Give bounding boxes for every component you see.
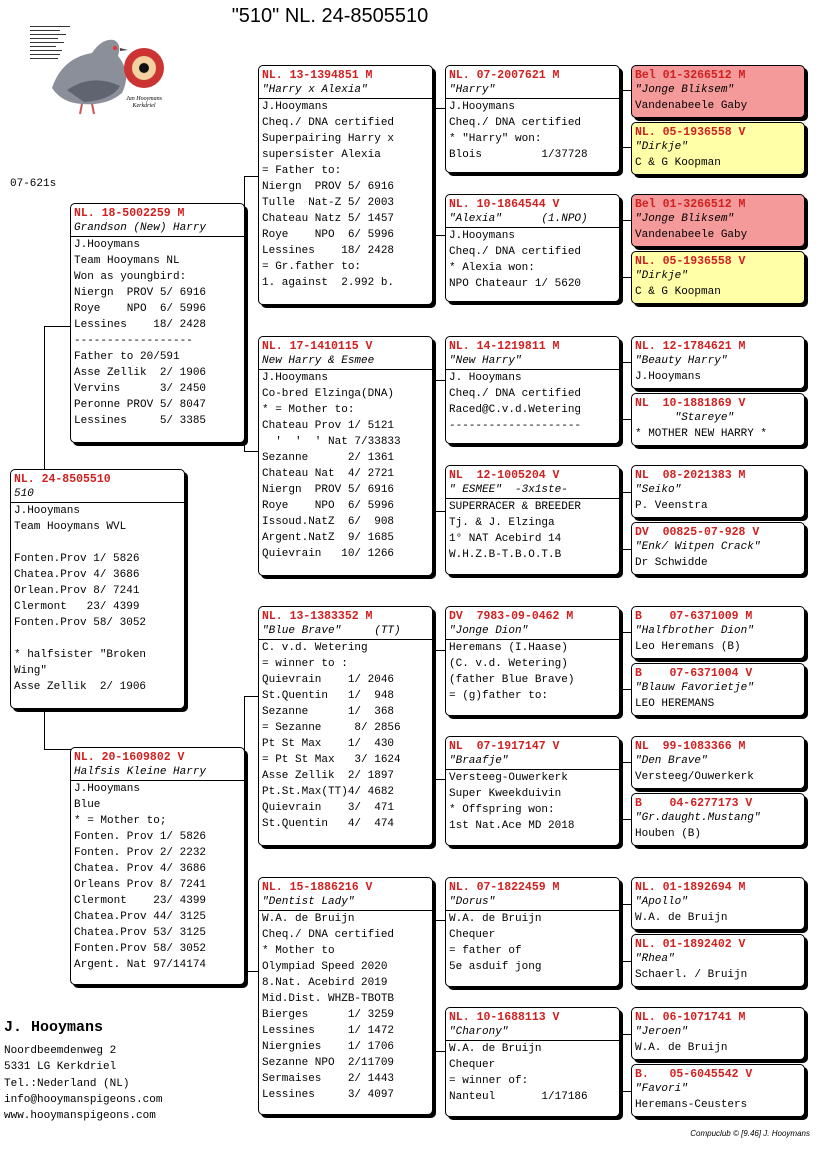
pigeon-info — [635, 284, 801, 300]
info-line: Roye NPO 6/ 5996 — [262, 229, 395, 241]
connector-sire — [244, 176, 259, 452]
owner-line: Tel.:Nederland (NL) — [4, 1077, 130, 1090]
connector-sd — [432, 380, 445, 512]
info-line: ------------------ — [74, 335, 193, 347]
info-line: Versteeg-Ouwerkerk — [449, 772, 568, 784]
ring-number: NL. 05-1936558 V — [635, 126, 746, 139]
info-line: Chateau Nat 4/ 2721 — [262, 468, 395, 480]
info-line: Orlean.Prov 8/ 7241 — [14, 585, 140, 597]
pigeon-g10[interactable] — [631, 663, 805, 716]
info-line: Sermaises 2/ 1443 — [262, 1073, 395, 1085]
info-line: J.Hooymans — [74, 783, 141, 795]
ring-number: NL. 01-1892694 M — [635, 881, 746, 894]
pigeon-sd[interactable] — [258, 336, 433, 576]
pigeon-name: "Dirkje" — [635, 141, 688, 153]
pigeon-name: "Dirkje" — [635, 270, 688, 282]
info-line: Versteeg/Ouwerkerk — [635, 771, 754, 783]
pigeon-info — [635, 1097, 801, 1113]
ring-number: NL. 06-1071741 M — [635, 1011, 746, 1024]
pigeon-info — [635, 769, 801, 785]
pigeon-info — [635, 967, 801, 983]
pigeon-name: "Alexia" (1.NPO) — [446, 212, 619, 228]
info-line: Fonten.Prov 1/ 5826 — [14, 553, 140, 565]
info-line: Peronne PROV 5/ 8047 — [74, 399, 207, 411]
pigeon-name: "Halfbrother Dion" — [635, 625, 754, 637]
pigeon-info — [635, 696, 801, 712]
info-line: Houben (B) — [635, 828, 702, 840]
info-line: Co-bred Elzinga(DNA) — [262, 388, 395, 400]
info-line: Lessines 5/ 3385 — [74, 415, 207, 427]
info-line: P. Veenstra — [635, 500, 708, 512]
ring-number: NL. 13-1394851 M — [262, 69, 373, 82]
ring-number: NL. 07-2007621 M — [449, 69, 560, 82]
info-line: Team Hooymans NL — [74, 255, 180, 267]
info-line: * halfsister "Broken — [14, 649, 147, 661]
info-line: = father of — [449, 945, 522, 957]
info-line: W.A. de Bruijn — [449, 913, 542, 925]
info-line: Dr Schwidde — [635, 557, 708, 569]
info-line: Heremans-Ceusters — [635, 1099, 748, 1111]
ring-number: NL. 01-1892402 V — [635, 938, 746, 951]
ring-number: DV 7983-09-0462 M — [449, 610, 574, 623]
info-line: W.A. de Bruijn — [635, 912, 728, 924]
info-line: Chequer — [449, 1059, 496, 1071]
info-line: J.Hooymans — [635, 371, 702, 383]
info-line: Cheq./ DNA certified — [449, 388, 582, 400]
ring-number: DV 00825-07-928 V — [635, 526, 760, 539]
info-line: Chateau Natz 5/ 1457 — [262, 213, 395, 225]
page-title: "510" NL. 24-8505510 — [231, 5, 429, 27]
ring-number: NL 12-1005204 V — [449, 469, 560, 482]
pigeon-dds[interactable] — [445, 877, 620, 987]
pigeon-g6[interactable] — [631, 393, 805, 446]
info-line: J.Hooymans — [262, 372, 329, 384]
pigeon-info — [635, 826, 801, 842]
owner-website[interactable]: www.hooymanspigeons.com — [4, 1110, 156, 1123]
info-line: Vandenabeele Gaby — [635, 100, 748, 112]
pigeon-info — [635, 426, 801, 442]
pigeon-g14[interactable] — [631, 934, 805, 987]
info-line: Argent. Nat 97/14174 — [74, 959, 207, 971]
pigeon-name: "Stareye" — [635, 412, 735, 424]
info-line: C & G Koopman — [635, 286, 721, 298]
pigeon-info — [635, 555, 801, 571]
pigeon-info — [635, 1040, 801, 1056]
info-line: J.Hooymans — [449, 230, 516, 242]
ring-number: NL 07-1917147 V — [449, 740, 560, 753]
pigeon-info — [635, 155, 801, 171]
pigeon-info — [74, 781, 241, 973]
info-line: Clermont 23/ 4399 — [14, 601, 140, 613]
ring-number: NL. 14-1219811 M — [449, 340, 560, 353]
pigeon-ss[interactable] — [258, 65, 433, 305]
info-line: = Father to: — [262, 165, 342, 177]
pigeon-info — [449, 370, 616, 434]
info-line: = Pt St Max 3/ 1624 — [262, 754, 401, 766]
info-line: 1st Nat.Ace MD 2018 — [449, 820, 575, 832]
pigeon-info — [449, 228, 616, 292]
pigeon-info — [449, 499, 616, 563]
pigeon-info — [449, 99, 616, 163]
info-line: Cheq./ DNA certified — [449, 117, 582, 129]
ring-number: NL. 24-8505510 — [14, 473, 111, 486]
info-line: J.Hooymans — [74, 239, 141, 251]
pigeon-g2[interactable] — [631, 122, 805, 175]
info-line: = (g)father to: — [449, 690, 549, 702]
info-line: supersister Alexia — [262, 149, 381, 161]
info-line: Sezanne 2/ 1361 — [262, 452, 395, 464]
pigeon-sss[interactable] — [445, 65, 620, 173]
info-line: C & G Koopman — [635, 157, 721, 169]
pigeon-name: Halfsis Kleine Harry — [71, 765, 244, 781]
info-line: Mid.Dist. WHZB-TBOTB — [262, 993, 395, 1005]
pigeon-name: "Favori" — [635, 1083, 688, 1095]
info-line: Niergn PROV 5/ 6916 — [74, 287, 207, 299]
pigeon-logo — [22, 18, 172, 118]
pigeon-info — [449, 911, 616, 975]
info-line: Tj. & J. Elzinga — [449, 517, 555, 529]
info-line: Fonten. Prov 2/ 2232 — [74, 847, 207, 859]
info-line: 8.Nat. Acebird 2019 — [262, 977, 388, 989]
pigeon-name: " ESMEE" -3x1ste- — [446, 483, 619, 499]
pigeon-info — [262, 640, 429, 832]
pigeon-info — [262, 99, 429, 291]
info-line: Bierges 1/ 3259 — [262, 1009, 395, 1021]
pigeon-info — [262, 911, 429, 1103]
info-line: Wing" — [14, 665, 48, 677]
pigeon-name: "Dentist Lady" — [259, 895, 432, 911]
info-line: J.Hooymans — [449, 101, 516, 113]
connector-ss — [432, 108, 445, 236]
info-line: * Alexia won: — [449, 262, 535, 274]
pigeon-g5[interactable] — [631, 336, 805, 389]
pigeon-name: "Rhea" — [635, 953, 675, 965]
pigeon-name: "Apollo" — [635, 896, 688, 908]
pigeon-name: New Harry & Esmee — [259, 354, 432, 370]
pigeon-dss[interactable] — [445, 606, 620, 716]
info-line: Niergnies 1/ 1706 — [262, 1041, 395, 1053]
info-line: Schaerl. / Bruijn — [635, 969, 748, 981]
info-line: Raced@C.v.d.Wetering — [449, 404, 582, 416]
info-line: Sezanne 1/ 368 — [262, 706, 395, 718]
pigeon-dam[interactable] — [70, 747, 245, 985]
ring-number: NL. 17-1410115 V — [262, 340, 373, 353]
ring-number: NL. 13-1383352 M — [262, 610, 373, 623]
pigeon-ssd[interactable] — [445, 194, 620, 302]
info-line: Pt.St.Max(TT)4/ 4682 — [262, 786, 395, 798]
info-line: C. v.d. Wetering — [262, 642, 368, 654]
info-line: W.A. de Bruijn — [262, 913, 355, 925]
info-line: St.Quentin 1/ 948 — [262, 690, 395, 702]
connector-dd — [432, 920, 445, 1052]
info-line: W.A. de Bruijn — [449, 1043, 542, 1055]
owner-email[interactable]: info@hooymanspigeons.com — [4, 1093, 163, 1106]
info-line: * "Harry" won: — [449, 133, 542, 145]
pigeon-name: "Braafje" — [446, 754, 619, 770]
ring-number: B 07-6371009 M — [635, 610, 753, 623]
info-line: NPO Chateaur 1/ 5620 — [449, 278, 582, 290]
pigeon-name: "Seiko" — [635, 484, 682, 496]
pigeon-name: "Dorus" — [446, 895, 619, 911]
pigeon-g11[interactable] — [631, 736, 805, 789]
pigeon-info — [635, 910, 801, 926]
info-line: Niergn PROV 5/ 6916 — [262, 181, 395, 193]
pigeon-g15[interactable] — [631, 1007, 805, 1060]
info-line: Cheq./ DNA certified — [449, 246, 582, 258]
ring-number: NL. 15-1886216 V — [262, 881, 373, 894]
pigeon-info — [449, 640, 616, 704]
info-line: Fonten.Prov 58/ 3052 — [14, 617, 147, 629]
info-line: * Mother to — [262, 945, 335, 957]
pigeon-g8[interactable] — [631, 522, 805, 575]
info-line: Chateau Prov 1/ 5121 — [262, 420, 395, 432]
owner-line: Noordbeemdenweg 2 — [4, 1045, 117, 1057]
pigeon-info — [635, 639, 801, 655]
info-line: Issoud.NatZ 6/ 908 — [262, 516, 395, 528]
info-line: * MOTHER NEW HARRY * — [635, 428, 768, 440]
info-line: Vervins 3/ 2450 — [74, 383, 207, 395]
info-line: Quievrain 1/ 2046 — [262, 674, 395, 686]
pigeon-name: "Blauw Favorietje" — [635, 682, 754, 694]
pigeon-name: Grandson (New) Harry — [71, 221, 244, 237]
pigeon-info — [635, 98, 801, 114]
pigeon-g3[interactable] — [631, 194, 805, 247]
info-line: * = Mother to: — [262, 404, 355, 416]
info-line: ' ' ' Nat 7/33833 — [262, 436, 401, 448]
pigeon-g4[interactable] — [631, 251, 805, 304]
info-line: J.Hooymans — [262, 101, 329, 113]
pigeon-info — [635, 498, 801, 514]
pigeon-name: "Jeroen" — [635, 1026, 688, 1038]
ring-number: NL. 12-1784621 M — [635, 340, 746, 353]
info-line: Chatea.Prov 53/ 3125 — [74, 927, 207, 939]
pigeon-dd[interactable] — [258, 877, 433, 1115]
pigeon-name: "Blue Brave" (TT) — [259, 624, 432, 640]
pigeon-g12[interactable] — [631, 793, 805, 846]
pigeon-name: "Den Brave" — [635, 755, 708, 767]
info-line: Quievrain 10/ 1266 — [262, 548, 395, 560]
ring-number: NL. 10-1864544 V — [449, 198, 560, 211]
info-line: 5e asduif jong — [449, 961, 542, 973]
info-line: Asse Zellik 2/ 1897 — [262, 770, 395, 782]
ring-number: NL. 20-1609802 V — [74, 751, 185, 764]
ring-number: NL 10-1881869 V — [635, 397, 746, 410]
info-line: Chatea.Prov 4/ 3686 — [14, 569, 140, 581]
pigeon-g9[interactable] — [631, 606, 805, 659]
info-line: Won as youngbird: — [74, 271, 187, 283]
info-line: Blois 1/37728 — [449, 149, 588, 161]
pigeon-sdd[interactable] — [445, 465, 620, 575]
connector-dam — [244, 696, 259, 972]
pigeon-g13[interactable] — [631, 877, 805, 930]
info-line: Nanteul 1/17186 — [449, 1091, 588, 1103]
info-line: Fonten.Prov 58/ 3052 — [74, 943, 207, 955]
pigeon-name: 510 — [11, 487, 184, 503]
ring-number: NL. 05-1936558 V — [635, 255, 746, 268]
info-line: Olympiad Speed 2020 — [262, 961, 388, 973]
info-line: = winner of: — [449, 1075, 529, 1087]
ring-number: NL 08-2021383 M — [635, 469, 746, 482]
pedigree-code: 07-621s — [10, 178, 57, 190]
pigeon-ds[interactable] — [258, 606, 433, 846]
info-line: Chequer — [449, 929, 496, 941]
info-line: Lessines 3/ 4097 — [262, 1089, 395, 1101]
ring-number: Bel 01-3266512 M — [635, 69, 746, 82]
info-line: Heremans (I.Haase) — [449, 642, 568, 654]
info-line: Roye NPO 6/ 5996 — [262, 500, 395, 512]
pigeon-g16[interactable] — [631, 1064, 805, 1117]
info-line: = Sezanne 8/ 2856 — [262, 722, 401, 734]
info-line: Cheq./ DNA certified — [262, 929, 395, 941]
info-line: (father Blue Brave) — [449, 674, 575, 686]
pigeon-name: "Beauty Harry" — [635, 355, 728, 367]
logo-caption: Jan Hooymans Kerkdriel — [126, 96, 162, 109]
info-line: Superpairing Harry x — [262, 133, 395, 145]
pigeon-subject[interactable] — [10, 469, 185, 709]
pigeon-name: "Charony" — [446, 1025, 619, 1041]
info-line: 1. against 2.992 b. — [262, 277, 395, 289]
info-line: Father to 20/591 — [74, 351, 180, 363]
info-line: = Gr.father to: — [262, 261, 362, 273]
ring-number: NL. 10-1688113 V — [449, 1011, 560, 1024]
footer-credit: Compuclub © [9.46] J. Hooymans — [690, 1129, 810, 1138]
owner-address — [4, 1043, 162, 1124]
info-line: Super Kweekduivin — [449, 788, 562, 800]
info-line: Vandenabeele Gaby — [635, 229, 748, 241]
info-line: Asse Zellik 2/ 1906 — [14, 681, 147, 693]
connector-ds — [432, 650, 445, 780]
info-line: Chatea. Prov 4/ 3686 — [74, 863, 207, 875]
info-line: Lessines 18/ 2428 — [262, 245, 395, 257]
pigeon-info — [635, 227, 801, 243]
info-line: Asse Zellik 2/ 1906 — [74, 367, 207, 379]
info-line: (C. v.d. Wetering) — [449, 658, 568, 670]
pigeon-name: "Enk/ Witpen Crack" — [635, 541, 761, 553]
pigeon-sire[interactable] — [70, 203, 245, 443]
info-line: Lessines 1/ 1472 — [262, 1025, 395, 1037]
info-line: SUPERRACER & BREEDER — [449, 501, 582, 513]
info-line: * Offspring won: — [449, 804, 555, 816]
ring-number: B 04-6277173 V — [635, 797, 753, 810]
info-line: Chatea.Prov 44/ 3125 — [74, 911, 207, 923]
ring-number: NL. 07-1822459 M — [449, 881, 560, 894]
pigeon-info — [262, 370, 429, 562]
pigeon-name: "Jonge Bliksem" — [635, 84, 735, 96]
info-line — [14, 631, 181, 647]
owner-line: 5331 LG Kerkdriel — [4, 1061, 117, 1074]
info-line — [14, 535, 181, 551]
pigeon-name: "Harry" — [446, 83, 619, 99]
pigeon-name: "Jonge Bliksem" — [635, 213, 735, 225]
info-line: Orleans Prov 8/ 7241 — [74, 879, 207, 891]
pigeon-sds[interactable] — [445, 336, 620, 444]
info-line: J.Hooymans — [14, 505, 81, 517]
pigeon-info — [635, 369, 801, 385]
pigeon-name: "Harry x Alexia" — [259, 83, 432, 99]
ring-number: Bel 01-3266512 M — [635, 198, 746, 211]
info-line: Roye NPO 6/ 5996 — [74, 303, 207, 315]
info-line: Leo Heremans (B) — [635, 641, 741, 653]
pigeon-ddd[interactable] — [445, 1007, 620, 1117]
info-line: St.Quentin 4/ 474 — [262, 818, 395, 830]
info-line: Team Hooymans WVL — [14, 521, 127, 533]
pigeon-g1[interactable] — [631, 65, 805, 118]
info-line: Quievrain 3/ 471 — [262, 802, 395, 814]
info-line: W.A. de Bruijn — [635, 1042, 728, 1054]
info-line: J. Hooymans — [449, 372, 522, 384]
info-line: Blue — [74, 799, 101, 811]
ring-number: NL 99-1083366 M — [635, 740, 746, 753]
info-line: W.H.Z.B-T.B.O.T.B — [449, 549, 562, 561]
ring-number: B 07-6371004 V — [635, 667, 753, 680]
info-line: = winner to : — [262, 658, 348, 670]
owner-name: J. Hooymans — [4, 1019, 104, 1036]
info-line: LEO HEREMANS — [635, 698, 715, 710]
info-line: Tulle Nat-Z 5/ 2003 — [262, 197, 395, 209]
info-line: 1° NAT Acebird 14 — [449, 533, 562, 545]
info-line: Argent.NatZ 9/ 1685 — [262, 532, 395, 544]
pigeon-info — [449, 1041, 616, 1105]
info-line: Clermont 23/ 4399 — [74, 895, 207, 907]
pigeon-name: "Gr.daught.Mustang" — [635, 812, 761, 824]
info-line: Sezanne NPO 2/11709 — [262, 1057, 395, 1069]
info-line: -------------------- — [449, 420, 582, 432]
ring-number: NL. 18-5002259 M — [74, 207, 185, 220]
info-line: Fonten. Prov 1/ 5826 — [74, 831, 207, 843]
info-line: Niergn PROV 5/ 6916 — [262, 484, 395, 496]
pigeon-name: "New Harry" — [446, 354, 619, 370]
pigeon-info — [449, 770, 616, 834]
pigeon-g7[interactable] — [631, 465, 805, 518]
info-line: Pt St Max 1/ 430 — [262, 738, 395, 750]
pigeon-info — [14, 503, 181, 695]
info-line: Cheq./ DNA certified — [262, 117, 395, 129]
info-line: * = Mother to; — [74, 815, 167, 827]
info-line: Lessines 18/ 2428 — [74, 319, 207, 331]
pigeon-info — [74, 237, 241, 429]
pigeon-dsd[interactable] — [445, 736, 620, 846]
ring-number: B. 05-6045542 V — [635, 1068, 753, 1081]
pigeon-name: "Jonge Dion" — [446, 624, 619, 640]
